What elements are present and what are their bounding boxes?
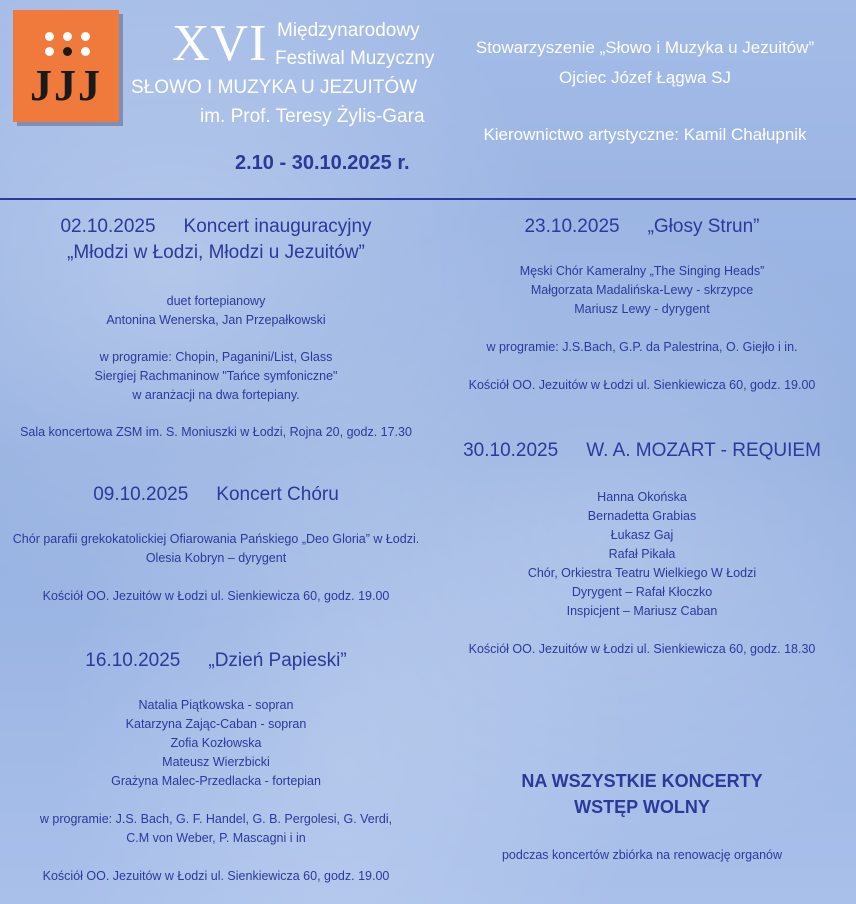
performer-line: Zofia Kozłowska [170, 736, 262, 750]
concert-venue: Kościół OO. Jezuitów w Łodzi ul. Sienkiewicza 60, godz. 18.30 [468, 642, 816, 656]
concert-date: 02.10.2025 [60, 216, 156, 237]
concert-date: 23.10.2025 [524, 216, 620, 237]
logo-dot [45, 47, 54, 56]
performer-line: Olesia Kobryn – dyrygent [145, 551, 287, 565]
concert-1 [0, 216, 432, 442]
logo-dot [63, 32, 72, 41]
concert-subtitle: „Młodzi w Łodzi, Młodzi u Jezuitów” [67, 242, 365, 263]
program-line: C.M von Weber, P. Mascagni i in [126, 831, 306, 845]
performer-line: Bernadetta Grabias [587, 509, 697, 523]
concert-venue: Kościół OO. Jezuitów w Łodzi ul. Sienkiewicza 60, godz. 19.00 [42, 869, 390, 883]
concert-heading [0, 484, 432, 506]
performer-line: Dyrygent – Rafał Kłoczko [571, 585, 713, 599]
free-entry-line-1: NA WSZYSTKIE KONCERTY [521, 771, 763, 791]
logo-dot [45, 32, 54, 41]
concert-heading [428, 216, 856, 238]
title-line-1: Międzynarodowy [277, 20, 420, 41]
edition-number: XVI [172, 15, 268, 72]
performer-line: Katarzyna Zając-Caban - sopran [125, 717, 307, 731]
patron: im. Prof. Teresy Żylis-Gara [200, 106, 425, 127]
performer-line: Grażyna Malec-Przedlacka - fortepian [111, 774, 321, 788]
concert-date: 16.10.2025 [85, 650, 181, 671]
concert-title: „Dzień Papieski” [208, 650, 347, 671]
performer-line: Męski Chór Kameralny „The Singing Heads” [519, 264, 765, 278]
program-line: w programie: J.S. Bach, G. F. Handel, G. B. Pergolesi, G. Verdi, [39, 812, 393, 826]
logo-dot [81, 47, 90, 56]
free-entry [428, 768, 856, 820]
concert-3 [0, 650, 432, 886]
performer-line: Natalia Piątkowska - sopran [138, 698, 294, 712]
collection-note: podczas koncertów zbiórka na renowację organów [501, 848, 783, 862]
concert-heading [0, 216, 432, 238]
performer-line: Antonina Wenerska, Jan Przepałkowski [106, 313, 326, 327]
concert-date: 09.10.2025 [93, 484, 189, 505]
logo-dot [63, 47, 72, 56]
concert-heading [428, 440, 856, 462]
festival-dates: 2.10 - 30.10.2025 r. [235, 152, 410, 174]
logo-dot [81, 32, 90, 41]
festival-logo [13, 10, 119, 122]
organizer: Stowarzyszenie „Słowo i Muzyka u Jezuitów” [475, 38, 815, 57]
concert-title: Koncert inauguracyjny [183, 216, 372, 237]
concert-title: W. A. MOZART - REQUIEM [586, 440, 821, 461]
concert-2 [0, 484, 432, 606]
program-line: w aranżacji na dwa fortepiany. [132, 388, 300, 402]
performer-line: Mateusz Wierzbicki [162, 755, 270, 769]
concert-heading [0, 650, 432, 672]
concert-venue: Sala koncertowa ZSM im. S. Moniuszki w Łodzi, Rojna 20, godz. 17.30 [20, 425, 412, 439]
performer-line: Mariusz Lewy - dyrygent [574, 302, 710, 316]
performer-line: Hanna Okońska [597, 490, 687, 504]
concert-date: 30.10.2025 [463, 440, 559, 461]
program-line: w programie: J.S.Bach, G.P. da Palestrina, O. Giejło i in. [486, 340, 798, 354]
performer-line: Małgorzata Madalińska-Lewy - skrzypce [530, 283, 754, 297]
logo-letters: JJJ [30, 61, 102, 110]
program-line: Siergiej Rachmaninow "Tańce symfoniczne" [94, 369, 338, 383]
concert-4 [428, 216, 856, 395]
artistic-direction: Kierownictwo artystyczne: Kamil Chałupnik [483, 125, 807, 144]
concert-venue: Kościół OO. Jezuitów w Łodzi ul. Sienkiewicza 60, godz. 19.00 [42, 589, 390, 603]
program-line: w programie: Chopin, Paganini/List, Glass [99, 350, 333, 364]
performer-line: Chór, Orkiestra Teatru Wielkiego W Łodzi [527, 566, 757, 580]
performer-line: Rafał Pikała [608, 547, 676, 561]
concert-title: Koncert Chóru [216, 484, 339, 505]
performer-line: Chór parafii grekokatolickiej Ofiarowania Pańskiego „Deo Gloria” w Łodzi. [12, 532, 420, 546]
concert-5 [428, 440, 856, 659]
organizer-person: Ojciec Józef Łągwa SJ [559, 68, 731, 87]
performer-line: Łukasz Gaj [610, 528, 674, 542]
title-line-2: Festiwal Muzyczny [275, 48, 435, 69]
performer-line: Inspicjent – Mariusz Caban [566, 604, 718, 618]
header-divider [0, 198, 856, 200]
performer-line: duet fortepianowy [166, 294, 266, 308]
concert-venue: Kościół OO. Jezuitów w Łodzi ul. Sienkiewicza 60, godz. 19.00 [468, 378, 816, 392]
free-entry-line-2: WSTĘP WOLNY [574, 797, 710, 817]
concert-title: „Głosy Strun” [647, 216, 760, 237]
festival-name: SŁOWO I MUZYKA U JEZUITÓW [131, 77, 418, 98]
